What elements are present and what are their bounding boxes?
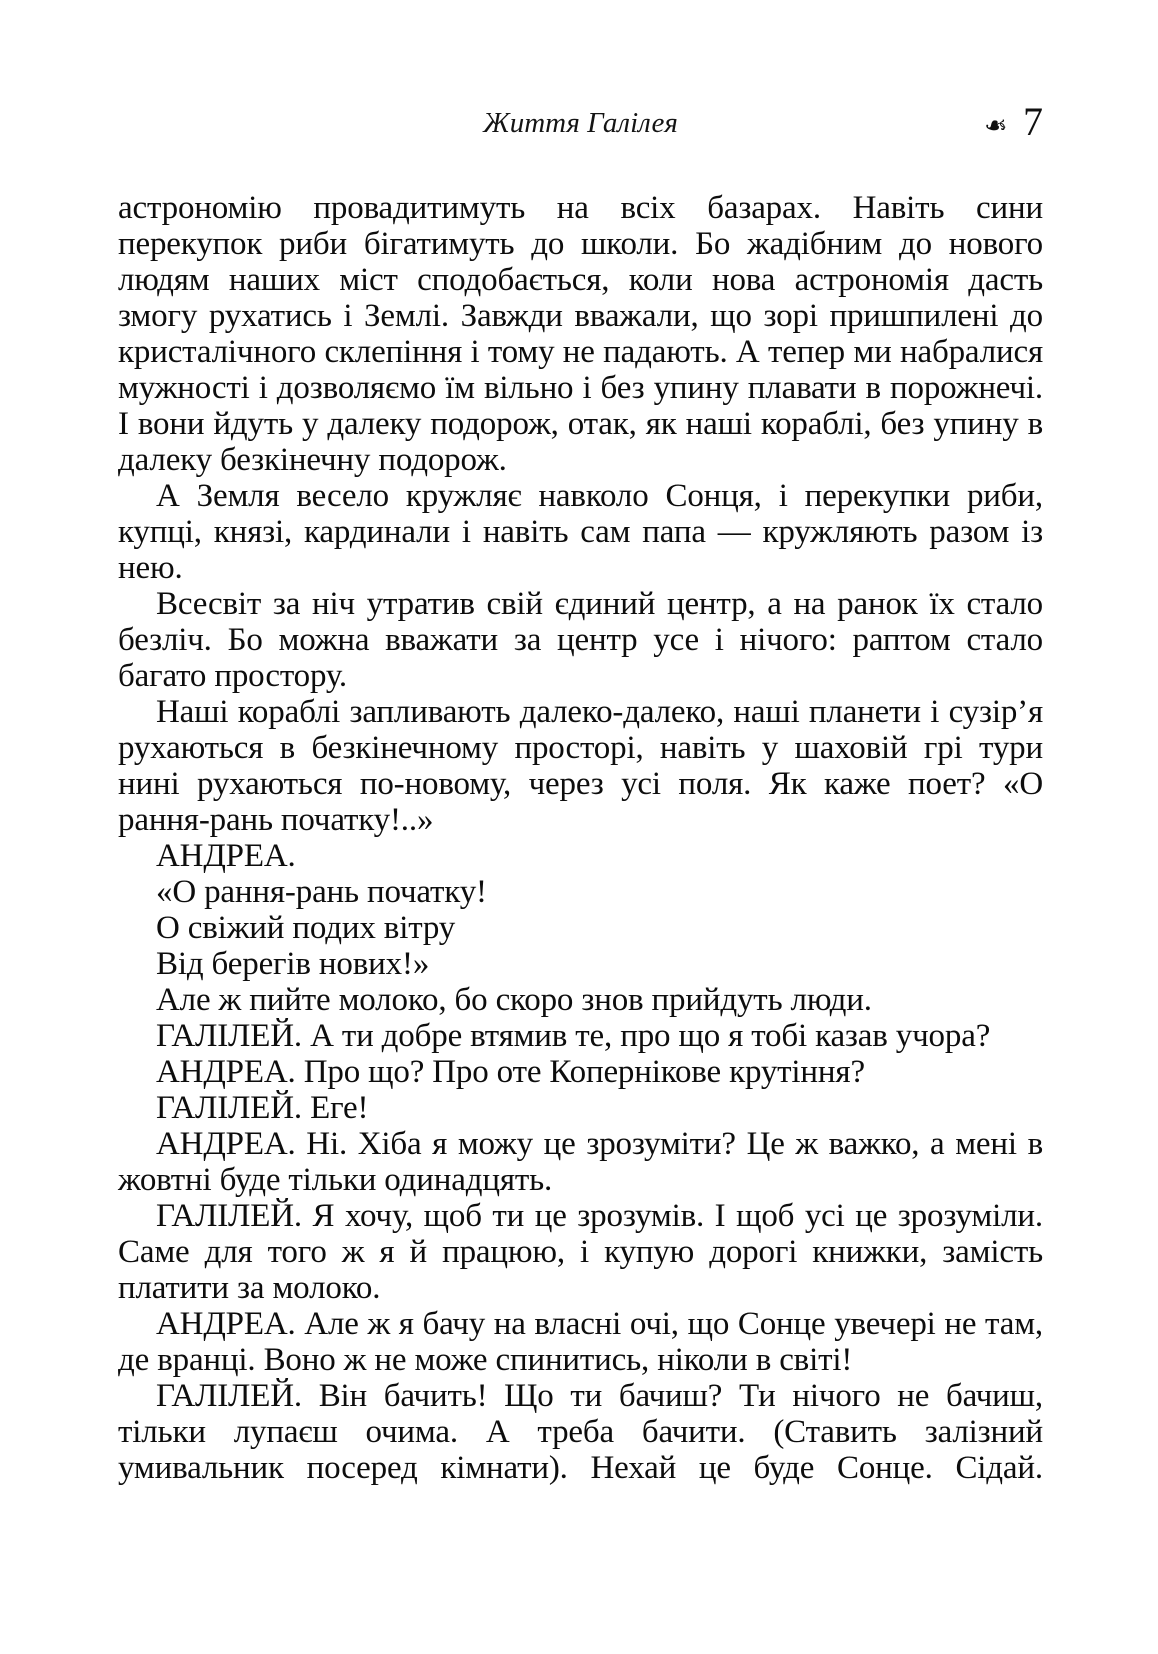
body-text — [118, 190, 1043, 1486]
paragraph: ГАЛІЛЕЙ. Він бачить! Що ти бачиш? Ти нічого не бачиш, тільки лупаєш очима. А треба бачити. (Ставить залізний умивальник посеред кімнати). Нехай це буде Сонце. Сідай. — [118, 1378, 1043, 1486]
page-number-group — [983, 99, 1043, 144]
page-header — [118, 0, 1043, 144]
page-number: 7 — [1023, 99, 1043, 144]
running-title: Життя Галілея — [483, 107, 678, 139]
fleuron-ornament-icon: ❧ — [983, 109, 1007, 142]
paragraph: ГАЛІЛЕЙ. Я хочу, щоб ти це зрозумів. І щоб усі це зрозуміли. Саме для того ж я й працюю, і купую дорогі книжки, замість платити за молоко. — [118, 1198, 1043, 1306]
paragraph: «О рання-рань початку! — [156, 874, 487, 910]
paragraph: ГАЛІЛЕЙ. А ти добре втямив те, про що я тобі казав учора? — [156, 1018, 991, 1054]
paragraph: Всесвіт за ніч утратив свій єдиний центр, а на ранок їх стало безліч. Бо можна вважати за центр усе і нічого: раптом стало багато простору. — [118, 586, 1043, 694]
paragraph: АНДРЕА. — [156, 838, 296, 874]
paragraph: Від берегів нових!» — [156, 946, 430, 982]
paragraph: АНДРЕА. Але ж я бачу на власні очі, що Сонце увечері не там, де вранці. Воно ж не може спинитись, ніколи в світі! — [118, 1306, 1043, 1378]
paragraph: АНДРЕА. Ні. Хіба я можу це зрозуміти? Це ж важко, а мені в жовтні буде тільки одинадцять. — [118, 1126, 1043, 1198]
paragraph: А Земля весело кружляє навколо Сонця, і перекупки риби, купці, князі, кардинали і навіть сам папа — кружляють разом із нею. — [118, 478, 1043, 586]
paragraph: Але ж пийте молоко, бо скоро знов прийдуть люди. — [156, 982, 872, 1018]
paragraph: Наші кораблі запливають далеко-далеко, наші планети і сузір’я рухаються в безкінечному просторі, навіть у шаховій грі тури нині рухаються по-новому, через усі поля. Як каже поет? «О рання-рань початку!..» — [118, 694, 1043, 838]
paragraph: ГАЛІЛЕЙ. Еге! — [156, 1090, 369, 1126]
paragraph: астрономію провадитимуть на всіх базарах. Навіть сини перекупок риби бігатимуть до школи. Бо жадібним до нового людям наших міст сподобається, коли нова астрономія дасть змогу рухатись і Землі. Завжди вважали, що зорі пришпилені до кристалічного склепіння і тому не падають. А тепер ми набралися мужності і дозволяємо їм вільно і без упину плавати в порожнечі. І вони йдуть у далеку подорож, отак, як наші кораблі, без упину в далеку безкінечну подорож. — [118, 190, 1043, 478]
paragraph: АНДРЕА. Про що? Про оте Копернікове крутіння? — [156, 1054, 865, 1090]
paragraph: О свіжий подих вітру — [156, 910, 456, 946]
